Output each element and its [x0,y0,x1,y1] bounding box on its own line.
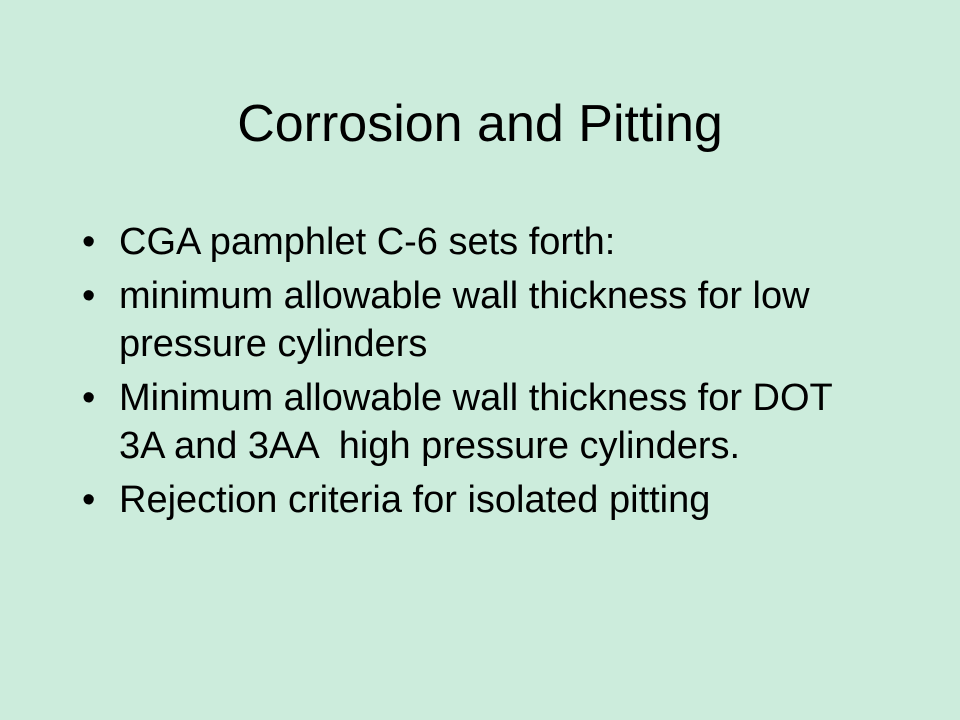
bullet-item [82,476,882,524]
bullet-icon: • [82,275,96,317]
bullet-item [82,218,882,266]
bullet-text: CGA pamphlet C-6 sets forth: [119,221,616,263]
bullet-item [82,374,882,470]
bullet-text: Minimum allowable wall thickness for DOT 3A and 3AA high pressure cylinders. [119,377,843,467]
bullet-list [82,218,882,530]
bullet-text: Rejection criteria for isolated pitting [119,479,711,521]
slide-title: Corrosion and Pitting [237,95,723,153]
bullet-icon: • [82,479,96,521]
bullet-item [82,272,882,368]
bullet-icon: • [82,221,96,263]
bullet-text: minimum allowable wall thickness for low pressure cylinders [119,275,810,365]
bullet-icon: • [82,377,96,419]
